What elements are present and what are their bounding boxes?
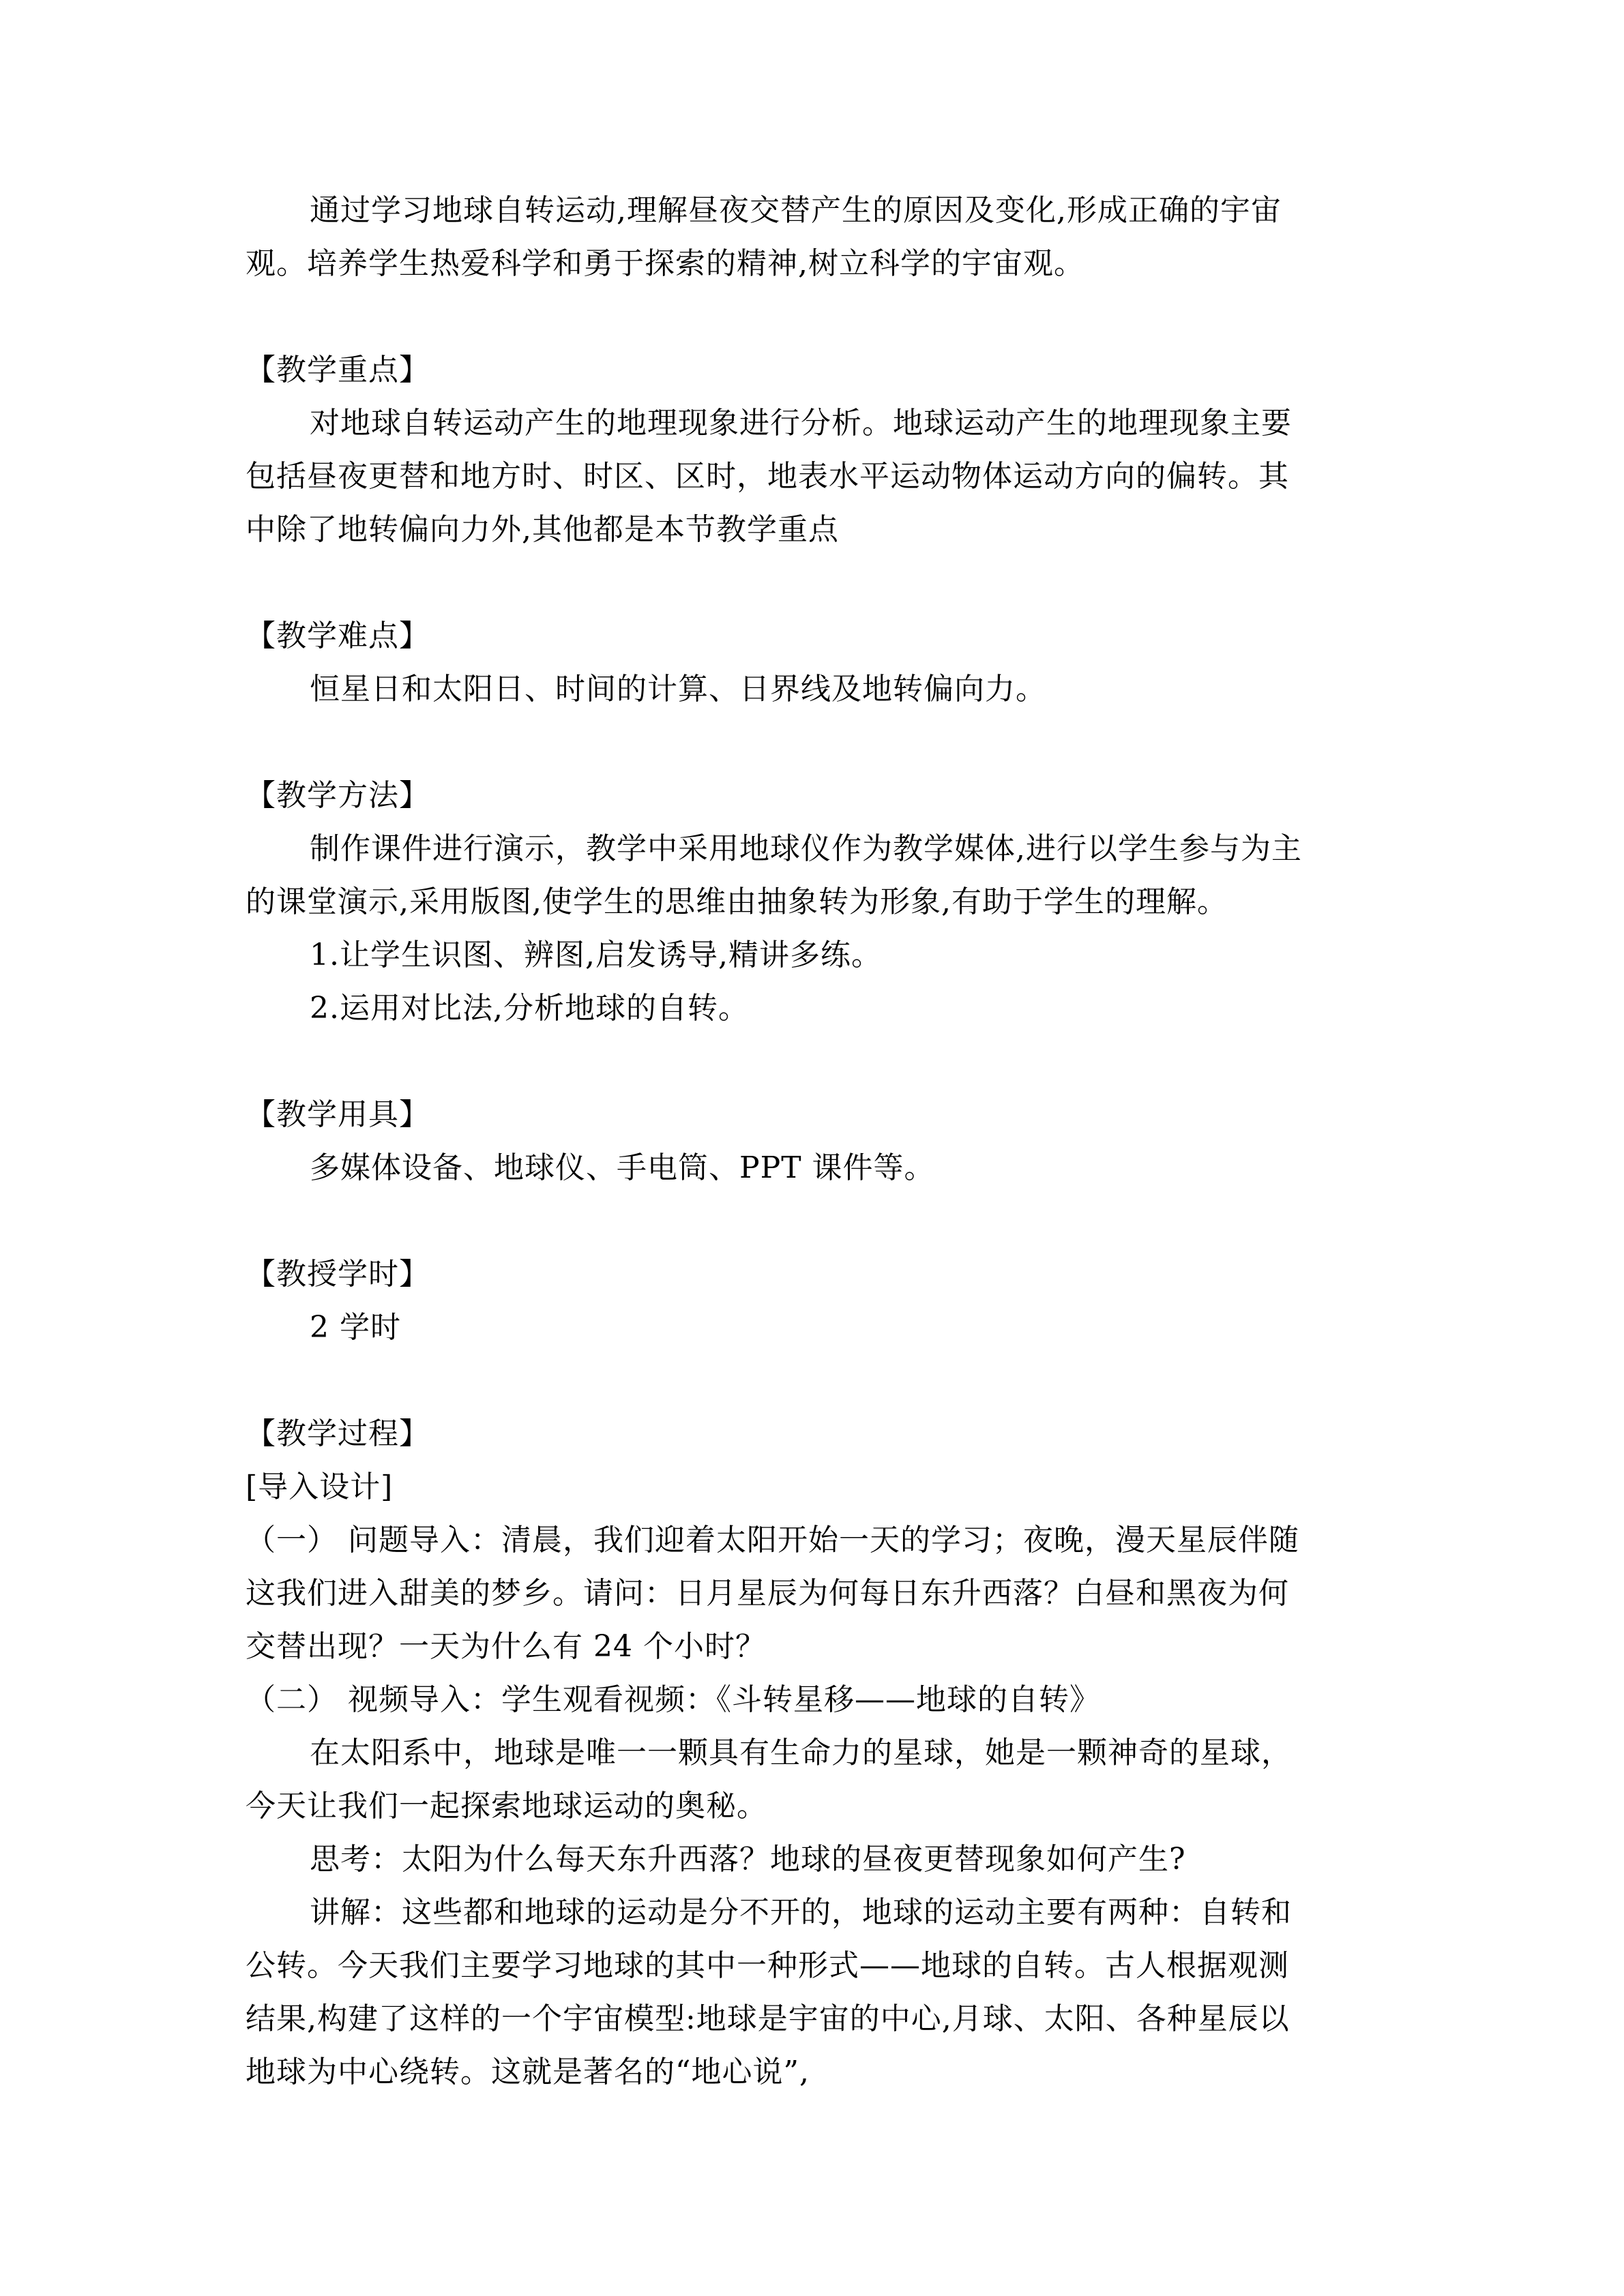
process-line-1: （一） 问题导入：清晨，我们迎着太阳开始一天的学习；夜晚，漫天星辰伴随 xyxy=(246,1523,1299,1557)
methods-line-2: 的课堂演示,采用版图,使学生的思维由抽象转为形象,有助于学生的理解。 xyxy=(246,884,1228,919)
process-line-9: 公转。今天我们主要学习地球的其中一种形式——地球的自转。古人根据观测 xyxy=(246,1948,1289,1983)
key-points-line-3: 中除了地转偏向力外,其他都是本节教学重点 xyxy=(246,512,839,547)
process-line-6: 今天让我们一起探索地球运动的奥秘。 xyxy=(246,1789,767,1823)
spacer xyxy=(246,556,1378,610)
hours-line-1: 2 学时 xyxy=(310,1310,401,1345)
process-line-8: 讲解：这些都和地球的运动是分不开的，地球的运动主要有两种：自转和 xyxy=(310,1895,1292,1930)
spacer xyxy=(246,290,1378,344)
key-points-line-1: 对地球自转运动产生的地理现象进行分析。地球运动产生的地理现象主要 xyxy=(310,406,1292,441)
process-line-10: 结果,构建了这样的一个宇宙模型:地球是宇宙的中心,月球、太阳、各种星辰以 xyxy=(246,2001,1290,2036)
methods-line-4: 2.运用对比法,分析地球的自转。 xyxy=(310,991,749,1026)
process-line-5: 在太阳系中，地球是唯一一颗具有生命力的星球，她是一颗神奇的星球， xyxy=(310,1735,1292,1770)
process-subheading: [导入设计] xyxy=(246,1470,394,1504)
process-line-3: 交替出现？一天为什么有 24 个小时？ xyxy=(246,1629,766,1664)
tools-line-1: 多媒体设备、地球仪、手电筒、PPT 课件等。 xyxy=(310,1150,935,1185)
methods-heading: 【教学方法】 xyxy=(246,778,430,813)
objective-line-2: 观。培养学生热爱科学和勇于探索的精神,树立科学的宇宙观。 xyxy=(246,246,1084,281)
objective-line-1: 通过学习地球自转运动,理解昼夜交替产生的原因及变化,形成正确的宇宙 xyxy=(310,193,1282,228)
process-heading: 【教学过程】 xyxy=(246,1416,430,1451)
process-line-7: 思考：太阳为什么每天东升西落？地球的昼夜更替现象如何产生? xyxy=(310,1842,1186,1877)
tools-heading: 【教学用具】 xyxy=(246,1097,430,1132)
document-page xyxy=(246,184,1378,2099)
key-points-line-2: 包括昼夜更替和地方时、时区、区时，地表水平运动物体运动方向的偏转。其 xyxy=(246,459,1289,494)
process-line-2: 这我们进入甜美的梦乡。请问：日月星辰为何每日东升西落？白昼和黑夜为何 xyxy=(246,1576,1289,1611)
hours-heading: 【教授学时】 xyxy=(246,1257,430,1292)
process-line-4: （二） 视频导入：学生观看视频：《斗转星移——地球的自转》 xyxy=(246,1682,1100,1717)
spacer xyxy=(246,716,1378,769)
difficulties-heading: 【教学难点】 xyxy=(246,618,430,653)
methods-line-1: 制作课件进行演示，教学中采用地球仪作为教学媒体,进行以学生参与为主 xyxy=(310,831,1302,866)
difficulties-line-1: 恒星日和太阳日、时间的计算、日界线及地转偏向力。 xyxy=(310,672,1046,706)
spacer xyxy=(246,1354,1378,1407)
methods-line-3: 1.让学生识图、辨图,启发诱导,精讲多练。 xyxy=(310,938,882,972)
spacer xyxy=(246,1035,1378,1088)
key-points-heading: 【教学重点】 xyxy=(246,353,430,387)
spacer xyxy=(246,1195,1378,1248)
process-line-11: 地球为中心绕转。这就是著名的“地心说”, xyxy=(246,2055,810,2089)
